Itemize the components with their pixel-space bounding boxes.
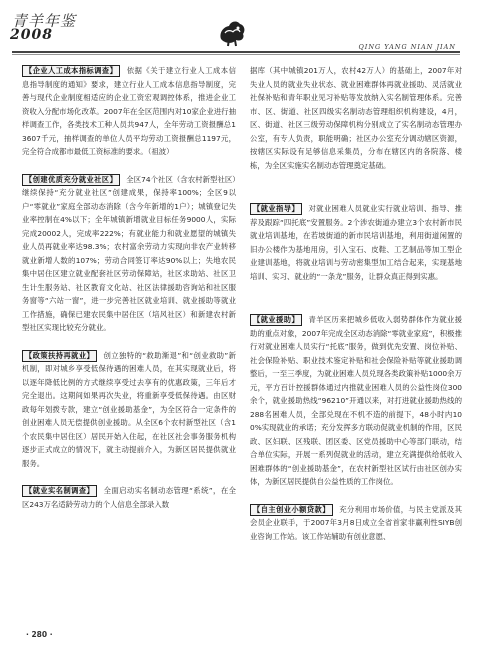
article-paragraph <box>250 64 462 172</box>
page-number: · 280 · <box>26 630 53 639</box>
header-rule <box>12 51 460 53</box>
sheep-ornament-icon <box>215 15 249 49</box>
yearbook-year: 2008 <box>10 27 53 43</box>
section-heading: 【自主创业小额贷款】 <box>250 504 333 516</box>
article-paragraph <box>250 202 462 283</box>
section-heading: 【就业指导】 <box>250 203 302 215</box>
paragraph-text: 创立独特的“救助渐退”和“创业救助”新机制，即对城乡享受低保待遇的困难人员，在其实现就业后，将以逐年降低比例的方式继续享受过去享有的优惠政策，三年后才完全退出。这期间如果再次失业，将重新享受低保待遇。由区财政每年划拨专款，建立“创业援助基金”，为全区符合一定条件的创业困难人员无偿提供创业援助。从全区6个农村新型社区（含1个农民集中居住区）居民开始入住起，在社区社会事务服务机构逐步正式成立的情况下，就主动提前介入，为新区居民提供就业服务。 <box>22 350 236 468</box>
paragraph-text: 对就业困难人员就业实行就业培训、指导、推荐及跟踪“四托底”安置服务。2个涉农街道办建立3个农村新市民就业培训基地，在若坡街道的新市民培训基地，利用街道闲置的旧办公楼作为基地用房，引入宝石、皮鞋、工艺制品等加工型企业建训基地，将就业培训与劳动密集型加工结合起来，实现基地培训、实习、就业的“一条龙”服务，让群众真正得到实惠。 <box>250 204 462 281</box>
section-heading: 【企业人工成本指标调查】 <box>22 65 120 77</box>
paragraph-text: 据库（其中城镇201万人，农村42万人）的基础上，2007年对失业人员的就业失业状态、就业困难群体再就业援助、灵活就业社保补贴和青年职业见习补贴等发放纳入实名制管理体系。完善市、区、街道、社区四级实名制动态管理组织机构建设，4月，区、街道、社区三级劳动保障机构分别成立了实名制动态管理办公室，有专人负责，职能明确；社区办公室充分调动辖区资源，按辖区实际设有足够信息采集员，分布在辖区内的各院落、楼栋，为全区实施实名制动态管理奠定基础。 <box>250 66 462 170</box>
article-paragraph <box>250 313 462 489</box>
article-paragraph <box>22 349 236 471</box>
paragraph-text: 全区74个社区（含农村新型社区）继续保持“充分就业社区”创建成果，保持率100%；全区9以户“零就业”家庭全部动态消除（含今年新增的1户）；城镇登记失业率控制在4%以下；全年城镇新增就业目标任务9000人，实际完成20002人，完成率222%；有就业能力和就业愿望的城镇失业人员再就业率达98.3%；农村富余劳动力实现向非农产业转移就业新增人数的107%；劳动合同签订率达90%以上；失地农民集中居住区建立就业配套社区劳动保障站，社区求助站、社区卫生计生服务站、社区教育文化站、社区法律援助咨询站和社区服务窗等“六站一窗”，进一步完善社区就业培训、就业援助等就业工作措施，确保已建农民集中居住区（培风社区）和新建农村新型社区实现比较充分就业。 <box>22 174 236 332</box>
article-paragraph <box>22 64 236 159</box>
right-column <box>250 64 462 543</box>
article-paragraph <box>22 173 236 335</box>
section-heading: 【政策扶持再就业】 <box>22 350 97 362</box>
paragraph-text: 青羊区历来把城乡低收入弱势群体作为就业援助的重点对象，2007年完成全区动态消除“零就业家庭”，积极推行对就业困难人员实行“托底”服务，做到优先安置、岗位补贴、社会保险补贴、职业技术鉴定补贴和社会保险补贴等就业援助调整后，一至三季度，为就业困难人员兑现各类政策补贴1000余万元，平方百计控援群体通过内推就业困难人员的公益性岗位300余个，就业援助热线“96210”开通以来，对打进就业援助热线的288名困难人员，全部兑现在不机不造的前提下，48小时内100%实现就业的承诺；充分发挥多方联动促就业机制的作用，区民政、区妇联、区残联、团区委、区党员援助中心等部门联动，结合单位实际，开展一系列促就业的活动，建立充满提供给低收入困难群体的“创业援助基金”，在农村新型社区试行由社区创办实体，为新区居民提供自公益性质的工作岗位。 <box>250 315 462 486</box>
section-heading: 【就业援助】 <box>250 314 302 326</box>
article-paragraph <box>22 484 236 511</box>
section-heading: 【就业实名制调查】 <box>22 485 97 497</box>
left-column <box>22 64 236 511</box>
yearbook-title: 青羊年鉴 <box>12 12 77 30</box>
header-rule-thin <box>12 54 460 55</box>
section-heading: 【创建优质充分就业社区】 <box>22 174 120 186</box>
yearbook-english-title: QING YANG NIAN JIAN <box>358 43 456 51</box>
article-paragraph <box>250 503 462 544</box>
paragraph-text: 全面启动实名制动态管理“系统”，在全区243万名适龄劳动力的个人信息全部录入数 <box>22 486 236 509</box>
paragraph-text: 依据《关于建立行业人工成本信息指导制度的通知》要求，建立行业人工成本信息指导制度，完善与现代企业制度相适应的企业工资宏观调控体系，推进企业工资收入分配市场化改革。2007年在全区范围内对10家企业进行抽样调查工作，各类技术工种人员共947人，全年劳动工资报酬总13607千元，抽样调查的单位人员平均劳动工资报酬总1197元，完全符合成都市最低工资标准的要求。（祖波） <box>22 66 236 156</box>
paragraph-text: 充分利用市场价值，与民主党派及其会员企业联手，于2007年3月8日成立全省首家非赢利性SIYB创业咨询工作站。该工作站辅助有创业意愿、 <box>250 504 462 541</box>
